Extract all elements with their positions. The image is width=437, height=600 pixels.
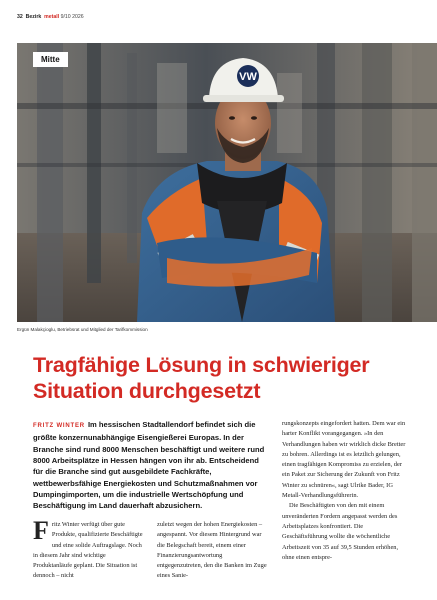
region-tag: Mitte (33, 52, 68, 67)
helmet-logo: VW (239, 71, 257, 83)
body-column-3-paragraph-1: rungskonzepts eingefordert hatten. Dem war ein harter Konflikt vorangegangen. »In den Verhandlungen haben wir wirklich dicke Bretter zu bohren. Allerdings ist es letztlich gelungen, einen tragfähigen Kompromiss zu erzielen, der ein Paket zur Sicherung der Zukunft von Fritz Winter zu schnüren«, sagt Ulrike Bader, IG Metall-Verhandlungsführerin. (282, 420, 406, 500)
issue-number: 9/10 2026 (60, 14, 84, 20)
body-column-3 (282, 419, 410, 563)
lead-text: Im hessischen Stadtallendorf befindet sich die größte konzernunabhängige Eisengießerei Europas. In der Branche sind rund 8000 Menschen beschäftigt und weitere rund 8000 Arbeitsplätze in Hessen hängen von ihr ab. Entscheidend für die Branche sind gut ausgebildete Fachkräfte, wettbewerbsfähige Energiekosten und Schutzmaßnahmen vor Dumpingimporten, um die industrielle Wertschöpfung und Beschäftigung im Land dauerhaft abzusichern. (33, 420, 265, 511)
page-header (17, 14, 84, 20)
photo-caption: Ergün Malakçioglu, Betriebsrat und Mitglied der Tarifkommission (17, 327, 148, 332)
body-column-1-text: ritz Winter verfügt über gute Produkte, qualifizierte Beschäftigte und eine solide Auftragslage. Noch in diesem Jahr sind wichtige Produktanläufe geplant. Die Situation ist dennoch – nicht (33, 521, 143, 580)
magazine-name: metall (44, 14, 60, 20)
body-column-3-paragraph-2: Die Beschäftigten von den mit einem unveränderten Fordern angepasst werden des Arbeitsplatzes konfrontiert. Die Geschäftsführung wollte die wöchentliche Arbeitszeit von 35 auf 39,5 Stunden erhöhen, ohne einen entspre- (282, 502, 399, 561)
article-headline: Tragfähige Lösung in schwieriger Situation durchgesetzt (33, 353, 370, 403)
section-name: Bezirk (25, 14, 42, 20)
article-lead (33, 419, 267, 512)
kicker-label: FRITZ WINTER (33, 423, 85, 429)
body-column-1 (33, 516, 143, 582)
page-number: 32 (17, 14, 23, 20)
worker-photo (17, 43, 437, 322)
drop-cap: F (33, 516, 49, 545)
body-column-2: zuletzt wegen der hohen Energiekosten – angespannt. Vor diesem Hintergrund war die Belegschaft bereit, einem einer Finanzierungsantwortung entgegenzutreten, den die Banken im Zuge eines Sanie- (157, 521, 267, 580)
